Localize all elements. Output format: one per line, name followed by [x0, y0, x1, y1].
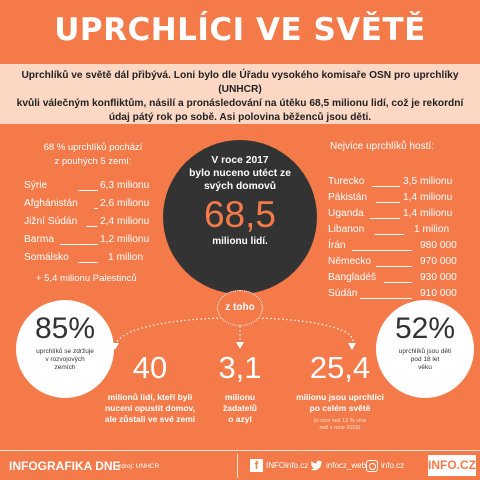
caption-line: milionů lidí, kteří byli [107, 392, 193, 402]
country-value: 6,3 milionu [100, 180, 150, 191]
developing-countries-caption [26, 348, 104, 372]
country-value: 1 milion [108, 252, 144, 263]
caption-line: milionu jsou uprchlíci [296, 392, 384, 402]
instagram-icon [366, 460, 378, 472]
country-name: Barma [24, 234, 55, 245]
caption-line: bylo nuceno utéct ze [189, 168, 291, 179]
total-displaced-number: 68,5 [203, 194, 276, 235]
palestinians-note: + 5,4 milionu Palestinců [36, 273, 137, 284]
country-name: Jižní Súdán [24, 216, 78, 227]
country-name: Uganda [328, 208, 364, 219]
caption-line: svých domovů [203, 181, 277, 192]
caption-line: uprchlíků jsou děti [398, 348, 452, 355]
instagram-handle: info.cz [381, 461, 405, 470]
origin-heading-line: z pouhých 5 zemí: [54, 156, 132, 167]
caption-line: žadatelů [222, 403, 257, 413]
twitter-handle: infocz_web [326, 461, 367, 470]
total-displaced-circle [163, 140, 317, 294]
total-displaced-caption [163, 154, 317, 193]
facebook-icon: f [250, 459, 263, 472]
caption-line: uprchlíků se zdržuje [36, 348, 94, 355]
facebook-handle: INFOinfo.cz [266, 461, 309, 470]
facebook-link[interactable] [250, 459, 308, 473]
developing-countries-circle [16, 300, 114, 398]
country-value: 970 000 [420, 256, 457, 267]
asylum-seekers-caption [205, 392, 275, 425]
country-value: 910 000 [420, 288, 457, 299]
country-name: Írán [328, 240, 346, 251]
internally-displaced-number: 40 [132, 350, 168, 385]
refugees-increase-note [300, 418, 380, 432]
children-percent: 52% [394, 312, 456, 345]
country-value: 1,4 milionu [403, 208, 453, 219]
note-line: než v roce 2016) [319, 425, 361, 431]
host-heading: Nejvíce uprchlíků hostí: [330, 141, 434, 152]
intro-line: údaj pátý rok po sobě. Asi polovina běženců jsou děti. [108, 112, 372, 123]
caption-line: pod 18 let [410, 356, 440, 363]
country-name: Turecko [328, 176, 365, 187]
intro-line: Uprchlíků ve světě dál přibývá. Loni bylo dle Úřadu vysokého komisaře OSN pro uprchlíky (UNHCR) [21, 70, 459, 95]
developing-countries-percent: 85% [34, 312, 96, 345]
caption-line: o azyl [228, 414, 252, 424]
footer-separator [237, 454, 238, 478]
country-value: 2,6 milionu [100, 198, 150, 209]
intro-line: kvůli válečným konfliktům, násilí a pronásledování na útěku 68,5 milionu lidí, což je rekordní [16, 98, 464, 109]
caption-line: ale zůstali ve své zemi [104, 414, 196, 424]
caption-line: po celém světě [309, 403, 371, 413]
asylum-seekers-number: 3,1 [218, 350, 262, 385]
country-value: 930 000 [420, 272, 457, 283]
refugees-number: 25,4 [309, 350, 371, 385]
total-displaced-unit: milionu lidí. [212, 236, 268, 247]
children-circle [376, 300, 474, 398]
caption-line: milionu [224, 392, 256, 402]
caption-line: nuceni opustit domov, [104, 403, 196, 413]
internally-displaced-caption [90, 392, 210, 425]
country-name: Sýrie [24, 180, 48, 191]
country-value: 1 milion [414, 224, 450, 235]
footer-brand: INFOGRAFIKA DNE [9, 459, 121, 473]
twitter-link[interactable] [310, 459, 366, 473]
footer-source: zdroj: UNHCR [118, 463, 160, 470]
twitter-icon [310, 459, 323, 472]
country-name: Bangladéš [328, 272, 377, 283]
page-title: UPRCHLÍCI VE SVĚTĚ [54, 12, 426, 48]
refugees-caption [285, 392, 395, 414]
caption-line: zemích [54, 364, 76, 371]
caption-line: věku [418, 364, 432, 371]
arrow-right [258, 318, 353, 345]
arrow-left [115, 318, 222, 345]
footer [0, 451, 480, 480]
country-name: Libanon [328, 224, 365, 235]
country-name: Pákistán [328, 192, 368, 203]
country-value: 1,4 milionu [403, 192, 453, 203]
children-caption [386, 348, 464, 372]
of-which-badge: z toho [217, 290, 263, 326]
note-line: (o více než 12 % více [313, 418, 367, 424]
country-name: Somálsko [24, 252, 69, 263]
origin-heading-line: 68 % uprchlíků pochází [43, 142, 143, 153]
country-value: 2,4 milionu [100, 216, 150, 227]
country-value: 1,2 milionu [100, 234, 150, 245]
instagram-link[interactable] [366, 459, 404, 473]
country-name: Afghánistán [24, 198, 78, 209]
caption-line: v rozvojových [45, 356, 85, 363]
country-value: 980 000 [420, 240, 457, 251]
country-value: 3,5 milionu [403, 176, 453, 187]
country-name: Súdán [328, 288, 358, 299]
caption-line: V roce 2017 [211, 155, 269, 166]
info-cz-logo[interactable]: INFO.CZ [428, 455, 476, 476]
country-name: Německo [328, 256, 372, 267]
